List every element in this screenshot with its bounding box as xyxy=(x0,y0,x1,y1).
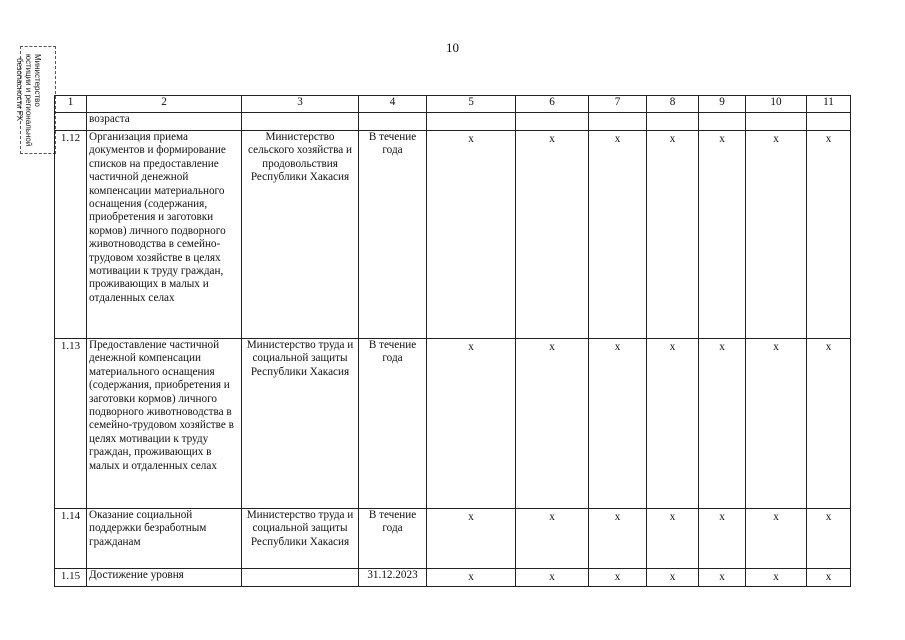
row-description: Оказание социальной поддержки безработным гражданам xyxy=(87,509,242,569)
row-number: 1.14 xyxy=(55,509,87,569)
row-mark: х xyxy=(427,131,516,339)
table-row xyxy=(55,131,851,339)
row-deadline: В течение года xyxy=(359,509,427,569)
continued-row xyxy=(55,113,851,131)
header-cell: 6 xyxy=(516,96,589,113)
row-mark: х xyxy=(746,339,807,509)
row-deadline: 31.12.2023 xyxy=(359,569,427,587)
stamp-line-3: безопасности РХ xyxy=(15,58,24,122)
row-mark: х xyxy=(647,131,699,339)
row-deadline: В течение года xyxy=(359,131,427,339)
row-mark: х xyxy=(647,509,699,569)
row-mark: х xyxy=(699,569,746,587)
row-mark: х xyxy=(427,339,516,509)
row-description: Предоставление частичной денежной компенсации материального оснащения (содержания, приобретения и заготовки кормов) личного подворного животноводства в семейно-трудовом хозяйстве в целях мотивации к труду граждан, проживающих в малых и отдаленных селах xyxy=(87,339,242,509)
row-number: 1.13 xyxy=(55,339,87,509)
row-number: 1.12 xyxy=(55,131,87,339)
header-cell: 8 xyxy=(647,96,699,113)
row-executor: Министерство труда и социальной защиты Республики Хакасия xyxy=(242,339,359,509)
row-mark: х xyxy=(589,131,647,339)
row-mark: х xyxy=(807,569,851,587)
row-mark: х xyxy=(516,569,589,587)
stamp-line-1: Министерство xyxy=(33,54,42,107)
row-mark: х xyxy=(427,509,516,569)
row-mark: х xyxy=(699,131,746,339)
row-description: Организация приема документов и формирование списков на предоставление частичной денежной компенсации материального оснащения (содержания, приобретения и заготовки кормов) личного подворного животноводства в семейно-трудовом хозяйстве в целях мотивации к труду граждан, проживающих в малых и отдаленных селах xyxy=(87,131,242,339)
row-mark: х xyxy=(699,339,746,509)
row-executor: Министерство сельского хозяйства и продовольствия Республики Хакасия xyxy=(242,131,359,339)
plan-table xyxy=(54,95,851,587)
row-mark: х xyxy=(427,569,516,587)
row-mark: х xyxy=(516,131,589,339)
header-row xyxy=(55,96,851,113)
header-cell: 1 xyxy=(55,96,87,113)
row-mark: х xyxy=(746,569,807,587)
table-row xyxy=(55,339,851,509)
row-mark: х xyxy=(647,339,699,509)
header-cell: 2 xyxy=(87,96,242,113)
row-mark: х xyxy=(807,509,851,569)
header-cell: 5 xyxy=(427,96,516,113)
header-cell: 3 xyxy=(242,96,359,113)
table-row xyxy=(55,569,851,587)
row-mark: х xyxy=(589,509,647,569)
header-cell: 4 xyxy=(359,96,427,113)
row-executor xyxy=(242,569,359,587)
row-executor: Министерство труда и социальной защиты Республики Хакасия xyxy=(242,509,359,569)
header-cell: 7 xyxy=(589,96,647,113)
continued-text: возраста xyxy=(87,113,242,131)
row-mark: х xyxy=(746,509,807,569)
table-row xyxy=(55,509,851,569)
row-mark: х xyxy=(699,509,746,569)
row-mark: х xyxy=(589,339,647,509)
header-cell: 10 xyxy=(746,96,807,113)
row-mark: х xyxy=(807,339,851,509)
header-cell: 11 xyxy=(807,96,851,113)
row-number: 1.15 xyxy=(55,569,87,587)
row-mark: х xyxy=(516,509,589,569)
row-mark: х xyxy=(516,339,589,509)
row-mark: х xyxy=(589,569,647,587)
row-mark: х xyxy=(807,131,851,339)
stamp-line-2: юстиции и региональной xyxy=(24,54,33,147)
header-cell: 9 xyxy=(699,96,746,113)
page-number: 10 xyxy=(446,40,459,55)
row-mark: х xyxy=(746,131,807,339)
row-description: Достижение уровня xyxy=(87,569,242,587)
row-deadline: В течение года xyxy=(359,339,427,509)
row-mark: х xyxy=(647,569,699,587)
